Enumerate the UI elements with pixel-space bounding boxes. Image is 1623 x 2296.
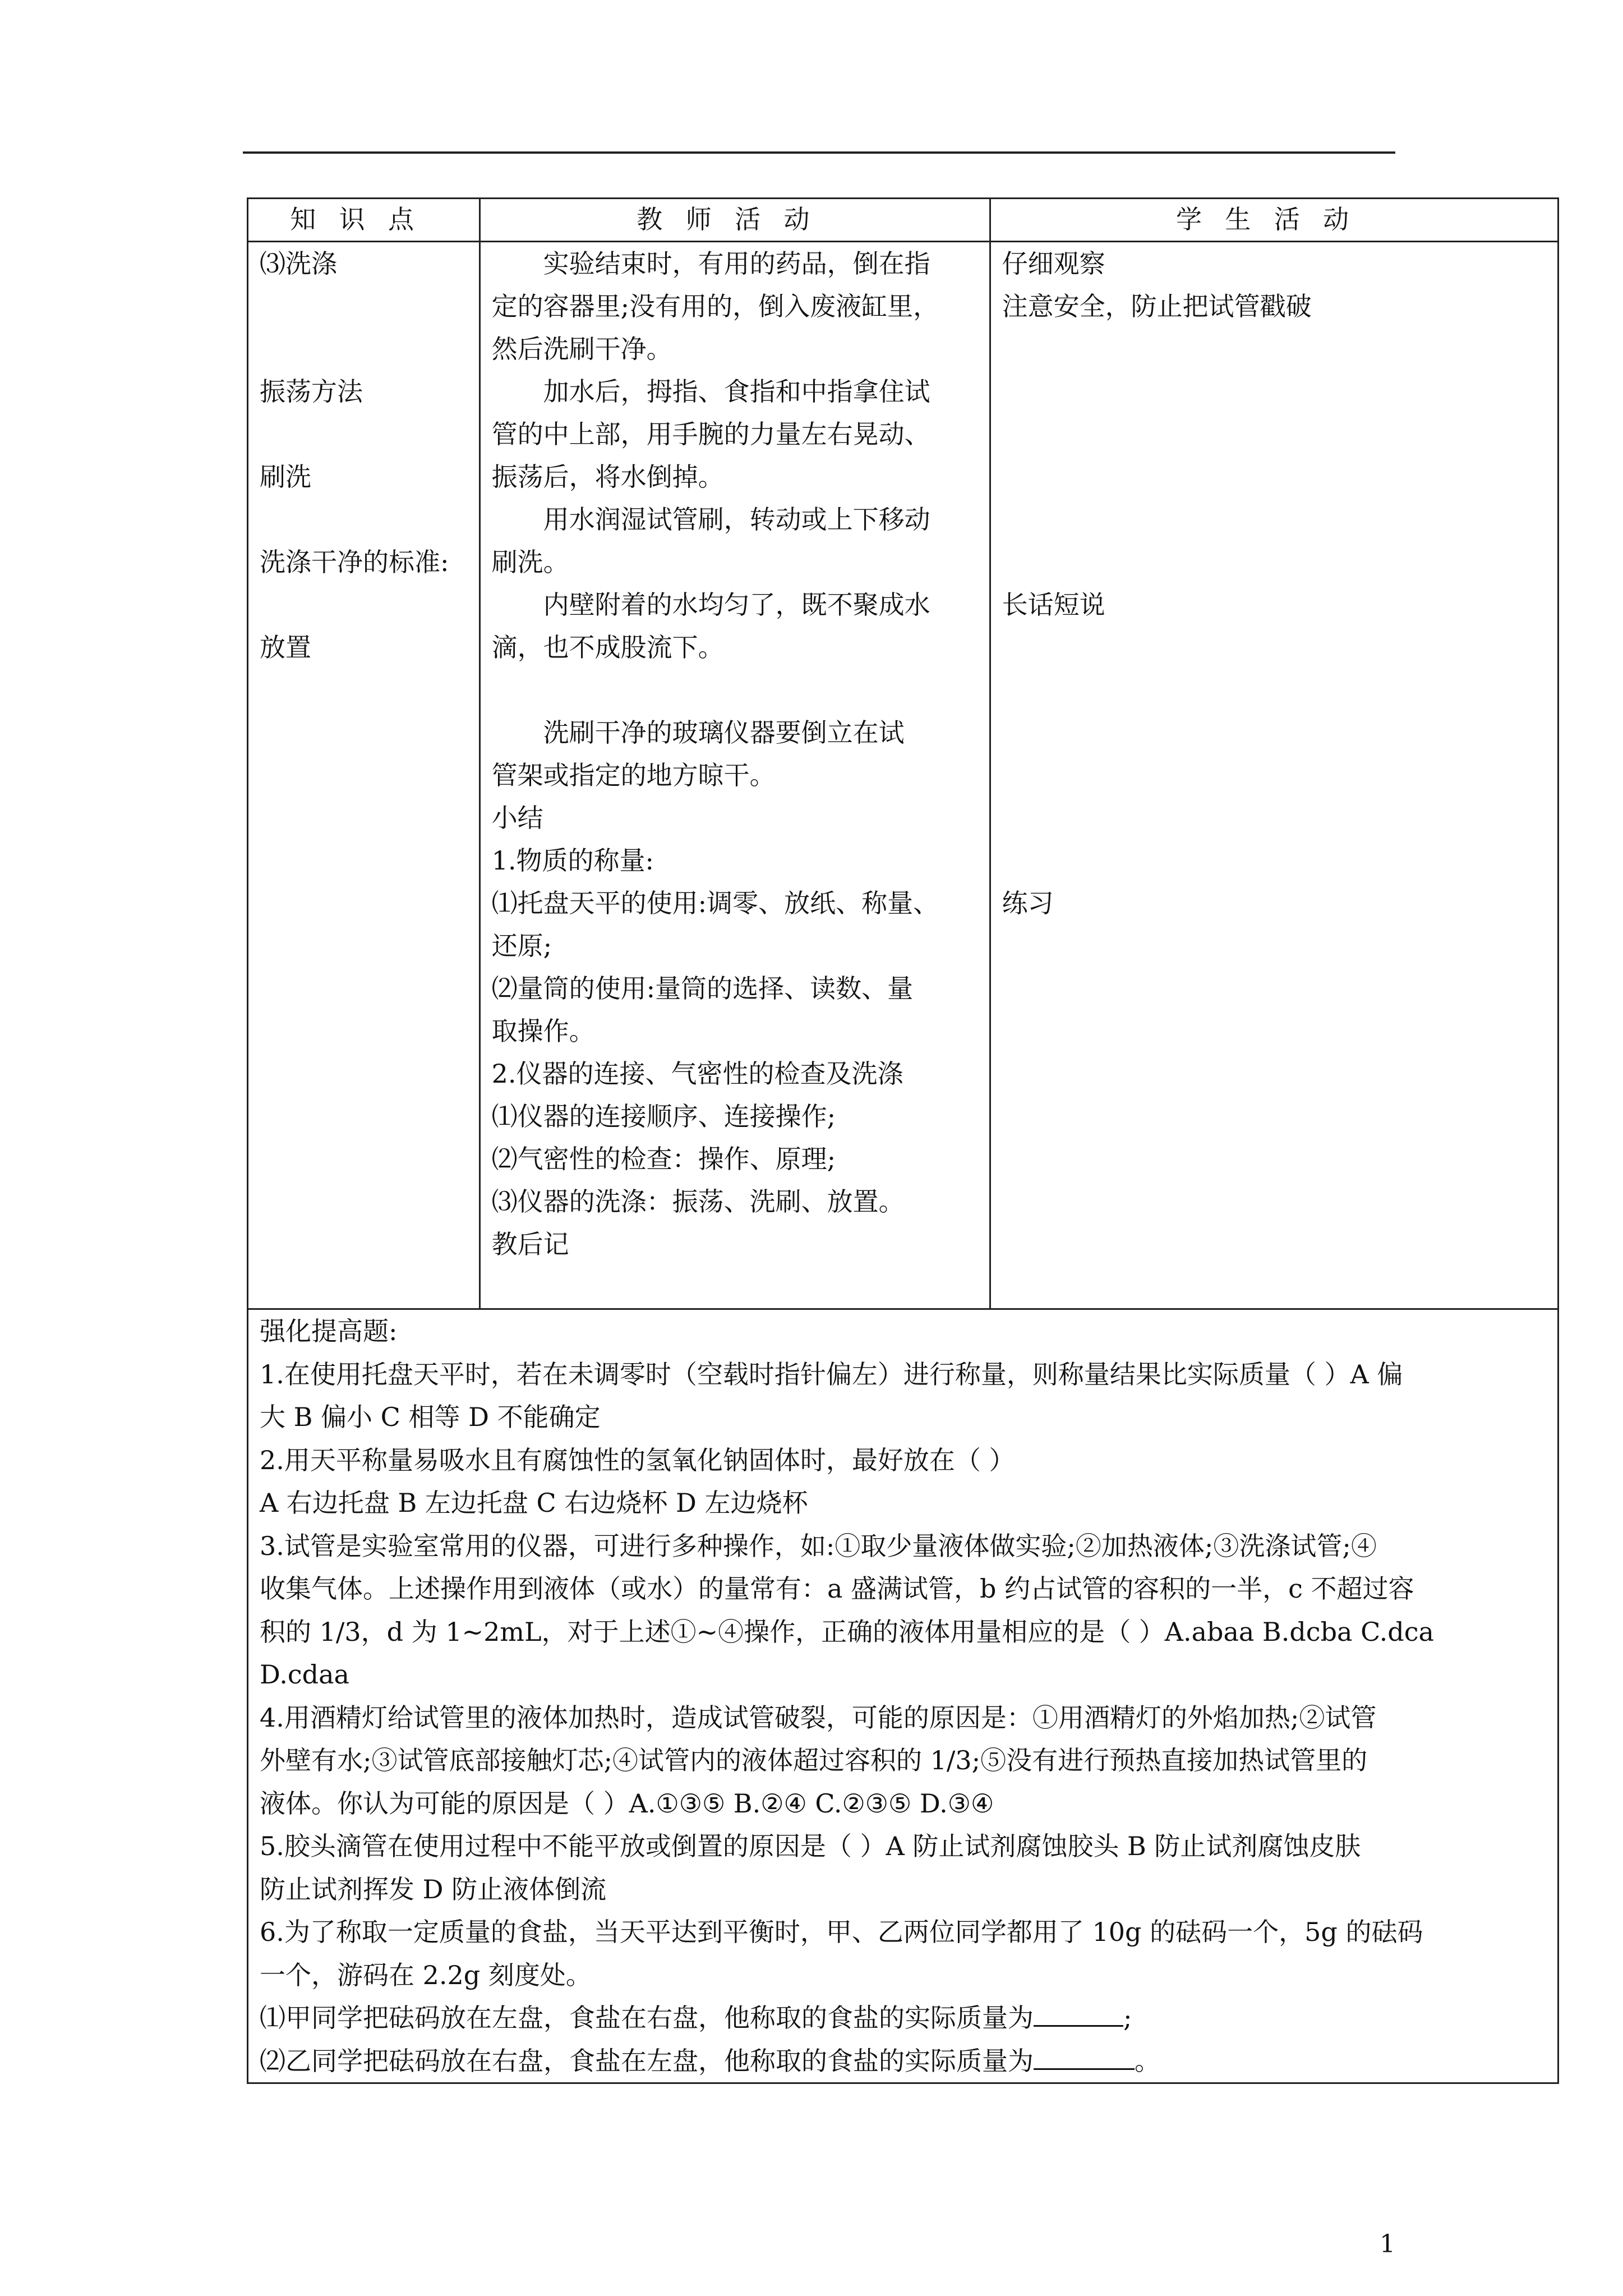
exercise-cell: [248, 1309, 1559, 2083]
teacher-line: 管的中上部，用手腕的力量左右晃动、: [491, 419, 930, 449]
exercise-line: D.cdaa: [260, 1659, 349, 1690]
exercise-lines: [260, 1353, 1546, 1997]
teacher-line: 2.仪器的连接、气密性的检查及洗涤: [491, 1059, 903, 1089]
table-body-row: [248, 242, 1559, 1309]
exercise-line: 1.在使用托盘天平时，若在未调零时（空载时指针偏左）进行称量，则称量结果比实际质量（ ）A 偏: [260, 1359, 1403, 1389]
exercise-line: 6.为了称取一定质量的食盐，当天平达到平衡时，甲、乙两位同学都用了 10g 的砝码一个，5g 的砝码: [260, 1917, 1423, 1947]
student-line: [1002, 541, 1546, 583]
student-line: [1002, 626, 1546, 669]
knowledge-line: [260, 328, 468, 370]
teacher-list: [492, 242, 978, 1266]
knowledge-line: [260, 498, 468, 541]
exercise-line: A 右边托盘 B 左边托盘 C 右边烧杯 D 左边烧杯: [260, 1488, 808, 1518]
teacher-line: 洗刷干净的玻璃仪器要倒立在试: [543, 717, 905, 748]
teacher-line: ⑵气密性的检查：操作、原理;: [491, 1144, 836, 1174]
teacher-line: 取操作。: [491, 1016, 595, 1046]
teacher-line: 加水后，拇指、食指和中指拿住试: [543, 376, 930, 407]
teacher-line: 刷洗。: [491, 547, 569, 577]
knowledge-line: ⑶洗涤: [260, 249, 337, 279]
knowledge-line: 放置: [260, 632, 311, 662]
student-line: [1002, 370, 1546, 413]
student-line: 练习: [1002, 888, 1054, 918]
table-header-row: [248, 199, 1559, 242]
knowledge-cell: [248, 242, 480, 1309]
exercise-line: 一个，游码在 2.2g 刻度处。: [260, 1959, 592, 1990]
teacher-line: 内壁附着的水均匀了，既不聚成水: [543, 590, 930, 620]
q6-part1-blank: [1034, 2003, 1123, 2027]
header-teacher-activity: 教师活动: [479, 199, 990, 242]
q6-part1-text: ⑴甲同学把砝码放在左盘，食盐在右盘，他称取的食盐的实际质量为: [260, 2003, 1034, 2033]
student-line: [1002, 839, 1546, 882]
q6-part2-suffix: 。: [1135, 2045, 1160, 2076]
q6-part2-text: ⑵乙同学把砝码放在右盘，食盐在左盘，他称取的食盐的实际质量为: [260, 2045, 1034, 2076]
student-line: [1002, 498, 1546, 541]
knowledge-line: [260, 583, 468, 626]
lesson-table: [247, 197, 1559, 2084]
student-line: [1002, 669, 1546, 711]
exercise-line: 收集气体。上述操作用到液体（或水）的量常有：a 盛满试管，b 约占试管的容积的一半，c 不超过容: [260, 1573, 1414, 1604]
teacher-line: 用水润湿试管刷，转动或上下移动: [543, 504, 930, 535]
exercise-line: 大 B 偏小 C 相等 D 不能确定: [260, 1402, 601, 1432]
teacher-line: 然后洗刷干净。: [491, 334, 672, 364]
teacher-line: ⑵量筒的使用:量筒的选择、读数、量: [491, 973, 914, 1004]
student-line: 仔细观察: [1002, 249, 1105, 279]
teacher-line: 振荡后，将水倒掉。: [491, 462, 724, 492]
exercise-line: 外壁有水;③试管底部接触灯芯;④试管内的液体超过容积的 1/3;⑤没有进行预热直接加热试管里的: [260, 1745, 1368, 1775]
exercise-line: 防止试剂挥发 D 防止液体倒流: [260, 1874, 607, 1904]
knowledge-line: 刷洗: [260, 462, 311, 492]
header-knowledge: 知识点: [248, 199, 480, 242]
teacher-line: 还原;: [491, 931, 552, 961]
knowledge-line: 振荡方法: [260, 376, 363, 407]
teacher-line: [492, 669, 978, 711]
student-line: [1002, 413, 1546, 455]
student-list: [1002, 242, 1546, 924]
teacher-cell: [479, 242, 990, 1309]
student-line: [1002, 711, 1546, 754]
student-line: [1002, 328, 1546, 370]
exercise-row: [248, 1309, 1559, 2083]
knowledge-line: [260, 285, 468, 328]
student-line: 注意安全，防止把试管戳破: [1002, 291, 1312, 321]
teacher-line: 1.物质的称量:: [491, 845, 654, 876]
teacher-line: 定的容器里;没有用的，倒入废液缸里，: [491, 291, 939, 321]
exercise-line: 4.用酒精灯给试管里的液体加热时，造成试管破裂，可能的原因是：①用酒精灯的外焰加热;②试管: [260, 1702, 1377, 1733]
teacher-line: 小结: [491, 803, 543, 833]
exercise-line: 积的 1/3，d 为 1~2mL，对于上述①~④操作，正确的液体用量相应的是（ ）A.abaa B.dcba C.dca: [260, 1616, 1434, 1647]
header-student-activity: 学生活动: [990, 199, 1558, 242]
exercise-q6-part2: [260, 2040, 1546, 2083]
knowledge-list: [260, 242, 468, 669]
teacher-line: 教后记: [491, 1229, 569, 1259]
student-line: [1002, 455, 1546, 498]
teacher-line: ⑴托盘天平的使用:调零、放纸、称量、: [491, 888, 939, 918]
q6-part1-suffix: ;: [1123, 2003, 1132, 2033]
teacher-line: 管架或指定的地方晾干。: [491, 760, 776, 790]
exercise-line: 3.试管是实验室常用的仪器，可进行多种操作，如:①取少量液体做实验;②加热液体;③洗涤试管;④: [260, 1530, 1377, 1561]
header-rule: [243, 151, 1395, 154]
teacher-line: ⑶仪器的洗涤：振荡、洗刷、放置。: [491, 1186, 905, 1217]
page-number: 1: [1380, 2230, 1395, 2258]
teacher-line: ⑴仪器的连接顺序、连接操作;: [491, 1101, 836, 1131]
q6-part2-blank: [1034, 2046, 1135, 2070]
knowledge-line: 洗涤干净的标准:: [260, 547, 449, 577]
exercise-line: 液体。你认为可能的原因是（ ）A.①③⑤ B.②④ C.②③⑤ D.③④: [260, 1788, 994, 1819]
teacher-line: 实验结束时，有用的药品，倒在指: [543, 249, 930, 279]
student-line: [1002, 754, 1546, 797]
student-line: 长话短说: [1002, 590, 1105, 620]
exercise-q6-part1: [260, 1996, 1546, 2040]
knowledge-line: [260, 413, 468, 455]
exercise-title: 强化提高题:: [260, 1316, 398, 1346]
exercise-line: 5.胶头滴管在使用过程中不能平放或倒置的原因是（ ）A 防止试剂腐蚀胶头 B 防止试剂腐蚀皮肤: [260, 1831, 1361, 1861]
exercise-line: 2.用天平称量易吸水且有腐蚀性的氢氧化钠固体时，最好放在（ ）: [260, 1444, 1015, 1475]
teacher-line: 滴，也不成股流下。: [491, 632, 724, 662]
student-cell: [990, 242, 1558, 1309]
student-line: [1002, 797, 1546, 839]
